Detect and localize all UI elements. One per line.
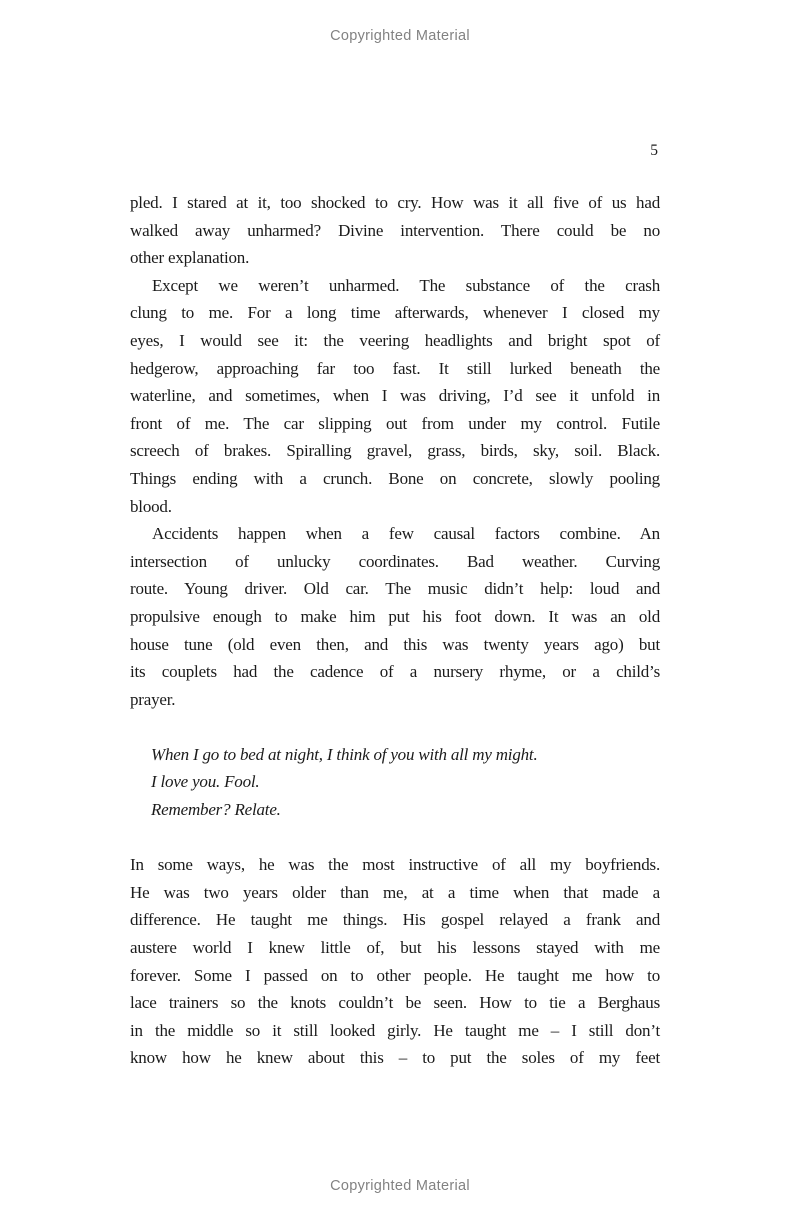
text-line: Except we weren’t unharmed. The substance of the crash xyxy=(152,275,660,295)
text-line: house tune (old even then, and this was twenty years ago) but xyxy=(130,634,660,654)
text-line: forever. Some I passed on to other people. He taught me how to xyxy=(130,965,660,985)
paragraph xyxy=(130,520,660,713)
text-line: route. Young driver. Old car. The music didn’t help: loud and xyxy=(130,579,660,599)
paragraph xyxy=(130,189,660,272)
verse-line: I love you. Fool. xyxy=(151,772,260,792)
page-number: 5 xyxy=(650,142,658,159)
text-line: eyes, I would see it: the veering headlights and bright spot of xyxy=(130,330,660,350)
text-line: front of me. The car slipping out from under my control. Futile xyxy=(130,413,660,433)
text-line: waterline, and sometimes, when I was driving, I’d see it unfold in xyxy=(130,386,660,406)
text-line: blood. xyxy=(130,496,172,516)
copyright-notice-top: Copyrighted Material xyxy=(330,28,470,44)
text-line: intersection of unlucky coordinates. Bad weather. Curving xyxy=(130,551,660,571)
text-line: propulsive enough to make him put his foot down. It was an old xyxy=(130,606,660,626)
text-line: difference. He taught me things. His gospel relayed a frank and xyxy=(130,910,660,930)
paragraph xyxy=(130,272,660,520)
text-line: austere world I knew little of, but his lessons stayed with me xyxy=(130,938,660,958)
paragraph xyxy=(130,851,660,1072)
text-line: Accidents happen when a few causal factors combine. An xyxy=(152,524,660,544)
text-line: pled. I stared at it, too shocked to cry. How was it all five of us had xyxy=(130,193,660,212)
text-line: lace trainers so the knots couldn’t be seen. How to tie a Berghaus xyxy=(130,993,660,1013)
text-line: He was two years older than me, at a time when that made a xyxy=(130,882,660,902)
text-line: screech of brakes. Spiralling gravel, grass, birds, sky, soil. Black. xyxy=(130,441,660,461)
text-line: its couplets had the cadence of a nursery rhyme, or a child’s xyxy=(130,662,660,682)
verse-line: When I go to bed at night, I think of you with all my might. xyxy=(151,744,538,764)
text-line: know how he knew about this – to put the soles of my feet xyxy=(130,1048,660,1068)
verse-line: Remember? Relate. xyxy=(151,800,281,820)
text-line: In some ways, he was the most instructive of all my boyfriends. xyxy=(130,855,660,875)
text-line: clung to me. For a long time afterwards, whenever I closed my xyxy=(130,303,660,323)
text-line: hedgerow, approaching far too fast. It still lurked beneath the xyxy=(130,358,660,378)
text-line: in the middle so it still looked girly. He taught me – I still don’t xyxy=(130,1020,660,1040)
verse-block xyxy=(151,741,660,824)
text-line: prayer. xyxy=(130,689,176,709)
text-line: other explanation. xyxy=(130,248,250,268)
text-line: Things ending with a crunch. Bone on concrete, slowly pooling xyxy=(130,468,660,488)
body-text xyxy=(130,189,660,1072)
copyright-notice-bottom: Copyrighted Material xyxy=(330,1178,470,1194)
text-line: walked away unharmed? Divine intervention. There could be no xyxy=(130,220,660,240)
